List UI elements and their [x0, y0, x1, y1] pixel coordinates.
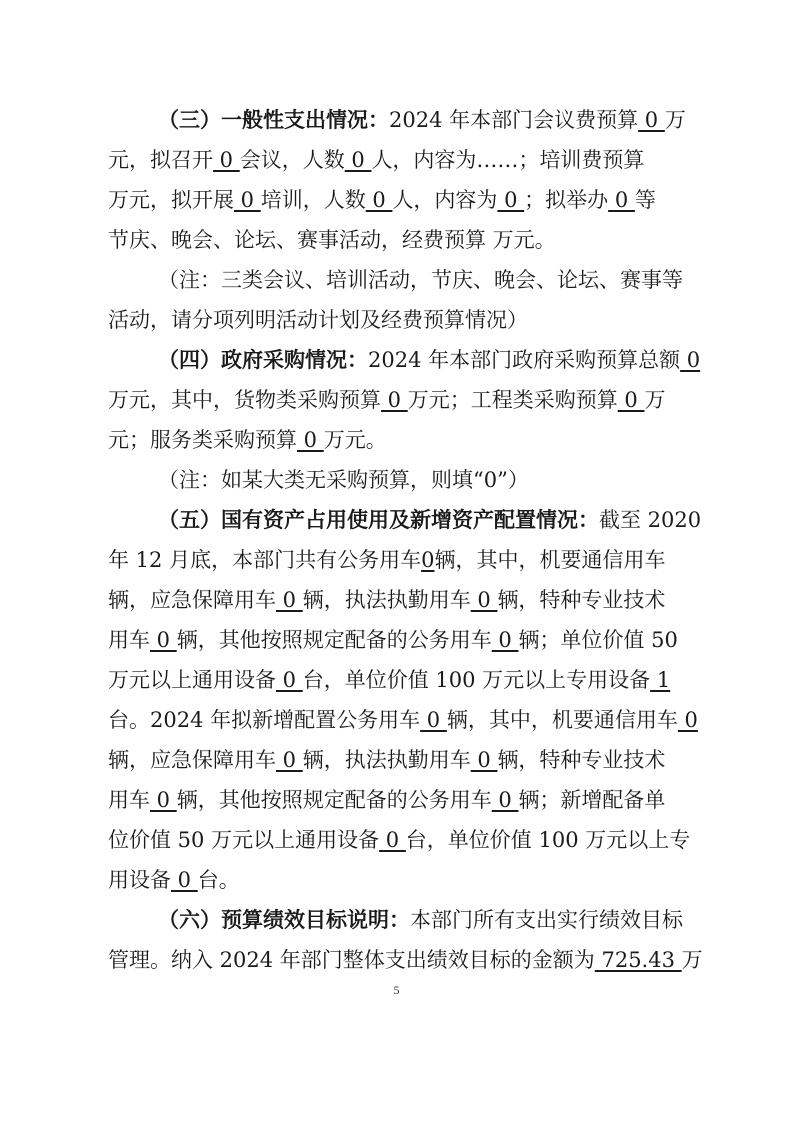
- paragraph-line: 元，拟召开 0 会议，人数 0 人，内容为……；培训费预算: [108, 148, 645, 172]
- paragraph-line: 用车 0 辆，其他按照规定配备的公务用车 0 辆；单位价值 50: [108, 628, 678, 652]
- paragraph-line: 辆，应急保障用车 0 辆，执法执勤用车 0 辆，特种专业技术: [108, 588, 666, 612]
- paragraph-line: 用设备 0 台。: [108, 868, 240, 892]
- section-5-heading-line: （五）国有资产占用使用及新增资产配置情况：截至 2020: [158, 507, 702, 532]
- note-line: （注：如某大类无采购预算，则填“0”）: [158, 468, 529, 492]
- paragraph-line: 万元，拟开展 0 培训，人数 0 人，内容为 0 ；拟举办 0 等: [108, 188, 656, 212]
- paragraph-line: 年 12 月底，本部门共有公务用车0辆，其中，机要通信用车: [108, 548, 666, 572]
- paragraph-line: 辆，应急保障用车 0 辆，执法执勤用车 0 辆，特种专业技术: [108, 748, 666, 772]
- note-line: （注：三类会议、培训活动，节庆、晚会、论坛、赛事等: [158, 268, 683, 292]
- paragraph-line: 节庆、晚会、论坛、赛事活动，经费预算 万元。: [108, 228, 556, 252]
- paragraph-line: 台。2024 年拟新增配置公务用车 0 辆，其中，机要通信用车 0: [108, 708, 698, 732]
- paragraph-line: 管理。纳入 2024 年部门整体支出绩效目标的金额为 725.43 万: [108, 948, 703, 972]
- section-6-heading-line: （六）预算绩效目标说明：本部门所有支出实行绩效目标: [158, 907, 683, 932]
- paragraph-line: 用车 0 辆，其他按照规定配备的公务用车 0 辆；新增配备单: [108, 788, 666, 812]
- paragraph-line: 位价值 50 万元以上通用设备 0 台，单位价值 100 万元以上专: [108, 828, 691, 852]
- section-4-heading-line: （四）政府采购情况：2024 年本部门政府采购预算总额 0: [158, 347, 701, 372]
- note-line: 活动，请分项列明活动计划及经费预算情况）: [108, 308, 528, 332]
- page-number: 5: [393, 983, 400, 997]
- paragraph-line: 万元，其中，货物类采购预算 0 万元；工程类采购预算 0 万: [108, 388, 666, 412]
- paragraph-line: 元；服务类采购预算 0 万元。: [108, 428, 387, 452]
- paragraph-line: 万元以上通用设备 0 台，单位价值 100 万元以上专用设备 1: [108, 668, 671, 692]
- section-3-heading-line: （三）一般性支出情况：2024 年本部门会议费预算 0 万: [158, 107, 686, 132]
